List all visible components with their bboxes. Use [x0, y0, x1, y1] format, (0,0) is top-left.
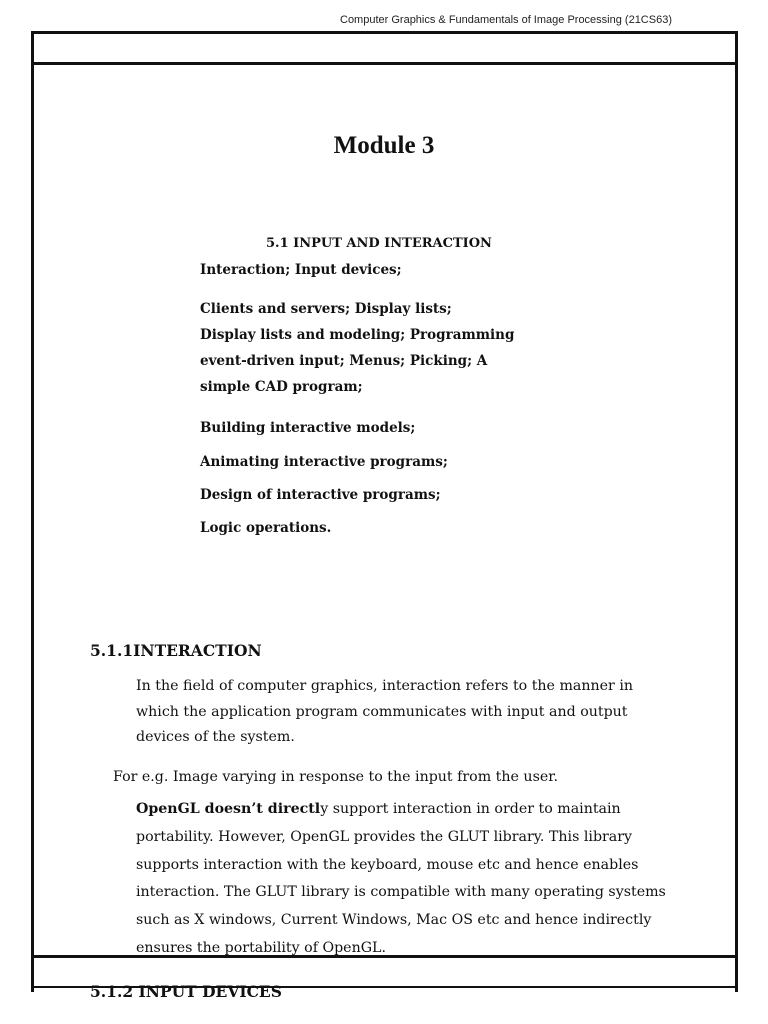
topic-line: Clients and servers; Display lists; — [200, 301, 452, 317]
interaction-heading: 5.1.1INTERACTION — [90, 641, 262, 660]
frame-top-border — [31, 31, 738, 34]
topic-line: Logic operations. — [200, 520, 332, 536]
paragraph-line: supports interaction with the keyboard, mouse etc and hence enables — [136, 856, 639, 873]
paragraph-line: portability. However, OpenGL provides the GLUT library. This library — [136, 828, 633, 845]
topic-line: Animating interactive programs; — [200, 454, 448, 470]
section-heading: 5.1 INPUT AND INTERACTION — [266, 236, 492, 251]
topic-line: Building interactive models; — [200, 420, 416, 436]
interaction-paragraph — [136, 674, 696, 751]
input-devices-heading: 5.1.2 INPUT DEVICES — [90, 982, 282, 1001]
paragraph-line: interaction. The GLUT library is compatible with many operating systems — [136, 884, 666, 901]
topic-line: Design of interactive programs; — [200, 487, 441, 503]
module-title: Module 3 — [333, 132, 435, 159]
frame-right-border — [735, 31, 738, 992]
topic-line: simple CAD program; — [200, 379, 363, 395]
running-header: Computer Graphics & Fundamentals of Image Processing (21CS63) — [340, 14, 672, 26]
frame-header-divider — [34, 62, 738, 65]
paragraph-line: devices of the system. — [136, 729, 295, 745]
topic-line: Interaction; Input devices; — [200, 262, 402, 278]
paragraph-line: ensures the portability of OpenGL. — [136, 939, 386, 956]
paragraph-line — [136, 796, 696, 824]
frame-left-border — [31, 31, 34, 992]
paragraph-text: y support interaction in order to maintain — [320, 801, 621, 817]
paragraph-line: such as X windows, Current Windows, Mac OS etc and hence indirectly — [136, 912, 652, 929]
example-line: For e.g. Image varying in response to the input from the user. — [113, 769, 558, 785]
opengl-paragraph — [136, 796, 696, 963]
opengl-bold-text: OpenGL doesn’t directl — [136, 801, 321, 817]
paragraph-line: which the application program communicates with input and output — [136, 703, 628, 720]
topic-line: Display lists and modeling; Programming — [200, 327, 515, 343]
paragraph-line: In the field of computer graphics, interaction refers to the manner in — [136, 678, 633, 694]
topic-line: event-driven input; Menus; Picking; A — [200, 353, 488, 369]
